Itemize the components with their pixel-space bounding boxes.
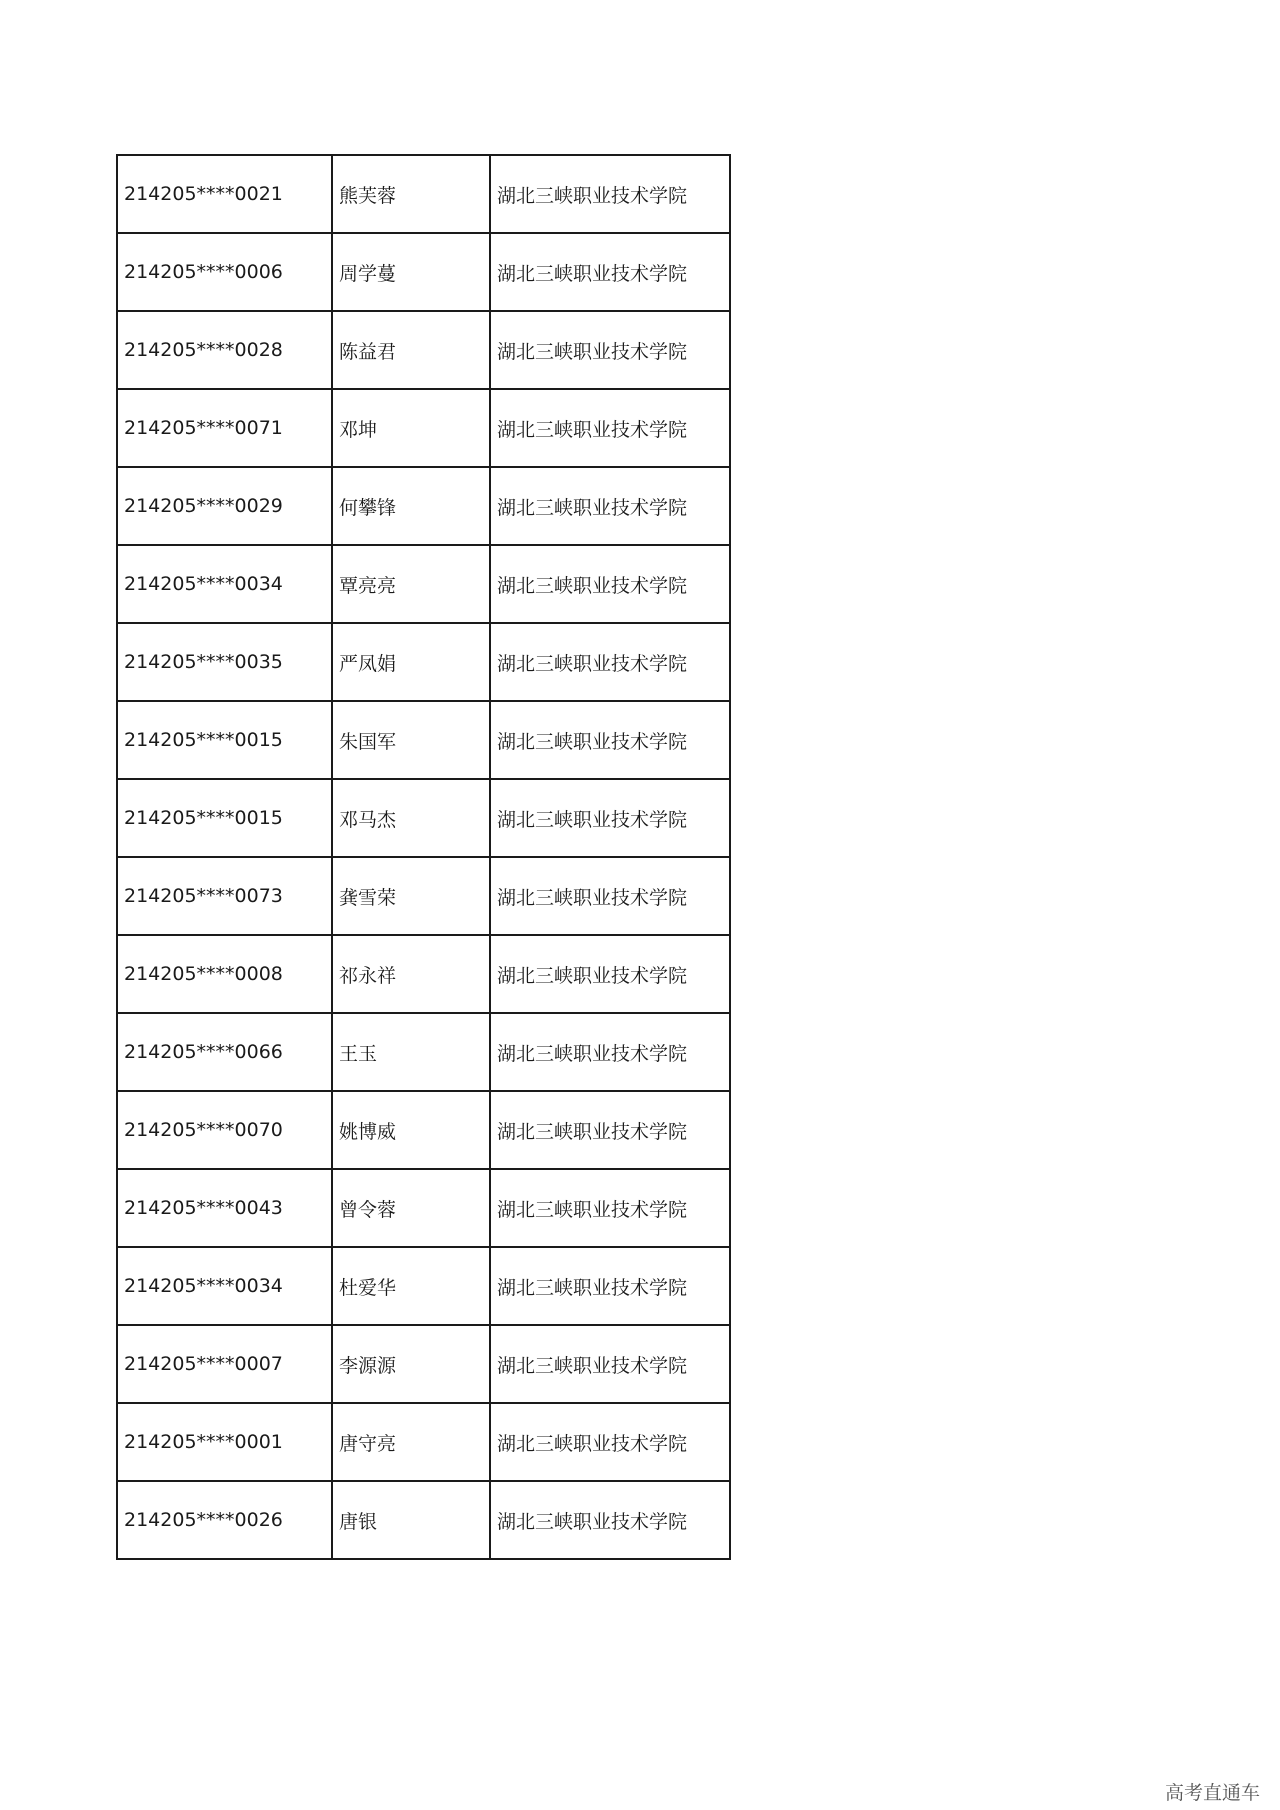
school-cell: 湖北三峡职业技术学院 — [490, 467, 730, 545]
id-cell: 214205****0071 — [117, 389, 332, 467]
name-cell: 唐银 — [332, 1481, 490, 1559]
school-cell: 湖北三峡职业技术学院 — [490, 701, 730, 779]
name-cell: 陈益君 — [332, 311, 490, 389]
id-cell: 214205****0035 — [117, 623, 332, 701]
id-cell: 214205****0070 — [117, 1091, 332, 1169]
school-cell: 湖北三峡职业技术学院 — [490, 1247, 730, 1325]
id-cell: 214205****0015 — [117, 701, 332, 779]
name-cell: 熊芙蓉 — [332, 155, 490, 233]
table-row — [117, 1403, 730, 1481]
id-cell: 214205****0021 — [117, 155, 332, 233]
student-table — [116, 154, 731, 1560]
table-row — [117, 389, 730, 467]
school-cell: 湖北三峡职业技术学院 — [490, 857, 730, 935]
name-cell: 邓坤 — [332, 389, 490, 467]
table-row — [117, 233, 730, 311]
name-cell: 曾令蓉 — [332, 1169, 490, 1247]
school-cell: 湖北三峡职业技术学院 — [490, 155, 730, 233]
table-row — [117, 467, 730, 545]
name-cell: 王玉 — [332, 1013, 490, 1091]
table-row — [117, 155, 730, 233]
table-row — [117, 1013, 730, 1091]
watermark-text: 高考直通车 — [1164, 1782, 1260, 1804]
school-cell: 湖北三峡职业技术学院 — [490, 1325, 730, 1403]
name-cell: 周学蔓 — [332, 233, 490, 311]
school-cell: 湖北三峡职业技术学院 — [490, 1013, 730, 1091]
school-cell: 湖北三峡职业技术学院 — [490, 1091, 730, 1169]
school-cell: 湖北三峡职业技术学院 — [490, 1403, 730, 1481]
id-cell: 214205****0007 — [117, 1325, 332, 1403]
id-cell: 214205****0028 — [117, 311, 332, 389]
school-cell: 湖北三峡职业技术学院 — [490, 389, 730, 467]
table-row — [117, 311, 730, 389]
name-cell: 祁永祥 — [332, 935, 490, 1013]
school-cell: 湖北三峡职业技术学院 — [490, 623, 730, 701]
name-cell: 杜爱华 — [332, 1247, 490, 1325]
name-cell: 朱国军 — [332, 701, 490, 779]
id-cell: 214205****0073 — [117, 857, 332, 935]
name-cell: 覃亮亮 — [332, 545, 490, 623]
table-row — [117, 1091, 730, 1169]
id-cell: 214205****0066 — [117, 1013, 332, 1091]
name-cell: 姚博威 — [332, 1091, 490, 1169]
id-cell: 214205****0015 — [117, 779, 332, 857]
name-cell: 龚雪荣 — [332, 857, 490, 935]
id-cell: 214205****0026 — [117, 1481, 332, 1559]
name-cell: 李源源 — [332, 1325, 490, 1403]
school-cell: 湖北三峡职业技术学院 — [490, 311, 730, 389]
name-cell: 何攀锋 — [332, 467, 490, 545]
id-cell: 214205****0034 — [117, 545, 332, 623]
school-cell: 湖北三峡职业技术学院 — [490, 1169, 730, 1247]
id-cell: 214205****0006 — [117, 233, 332, 311]
table-row — [117, 545, 730, 623]
id-cell: 214205****0001 — [117, 1403, 332, 1481]
table-row — [117, 701, 730, 779]
school-cell: 湖北三峡职业技术学院 — [490, 545, 730, 623]
school-cell: 湖北三峡职业技术学院 — [490, 779, 730, 857]
name-cell: 唐守亮 — [332, 1403, 490, 1481]
table-row — [117, 935, 730, 1013]
id-cell: 214205****0008 — [117, 935, 332, 1013]
name-cell: 邓马杰 — [332, 779, 490, 857]
id-cell: 214205****0043 — [117, 1169, 332, 1247]
table-row — [117, 857, 730, 935]
name-cell: 严凤娟 — [332, 623, 490, 701]
school-cell: 湖北三峡职业技术学院 — [490, 935, 730, 1013]
school-cell: 湖北三峡职业技术学院 — [490, 1481, 730, 1559]
table-row — [117, 1481, 730, 1559]
school-cell: 湖北三峡职业技术学院 — [490, 233, 730, 311]
table-row — [117, 623, 730, 701]
table-row — [117, 1247, 730, 1325]
table-row — [117, 1169, 730, 1247]
table-row — [117, 1325, 730, 1403]
id-cell: 214205****0034 — [117, 1247, 332, 1325]
table-row — [117, 779, 730, 857]
id-cell: 214205****0029 — [117, 467, 332, 545]
